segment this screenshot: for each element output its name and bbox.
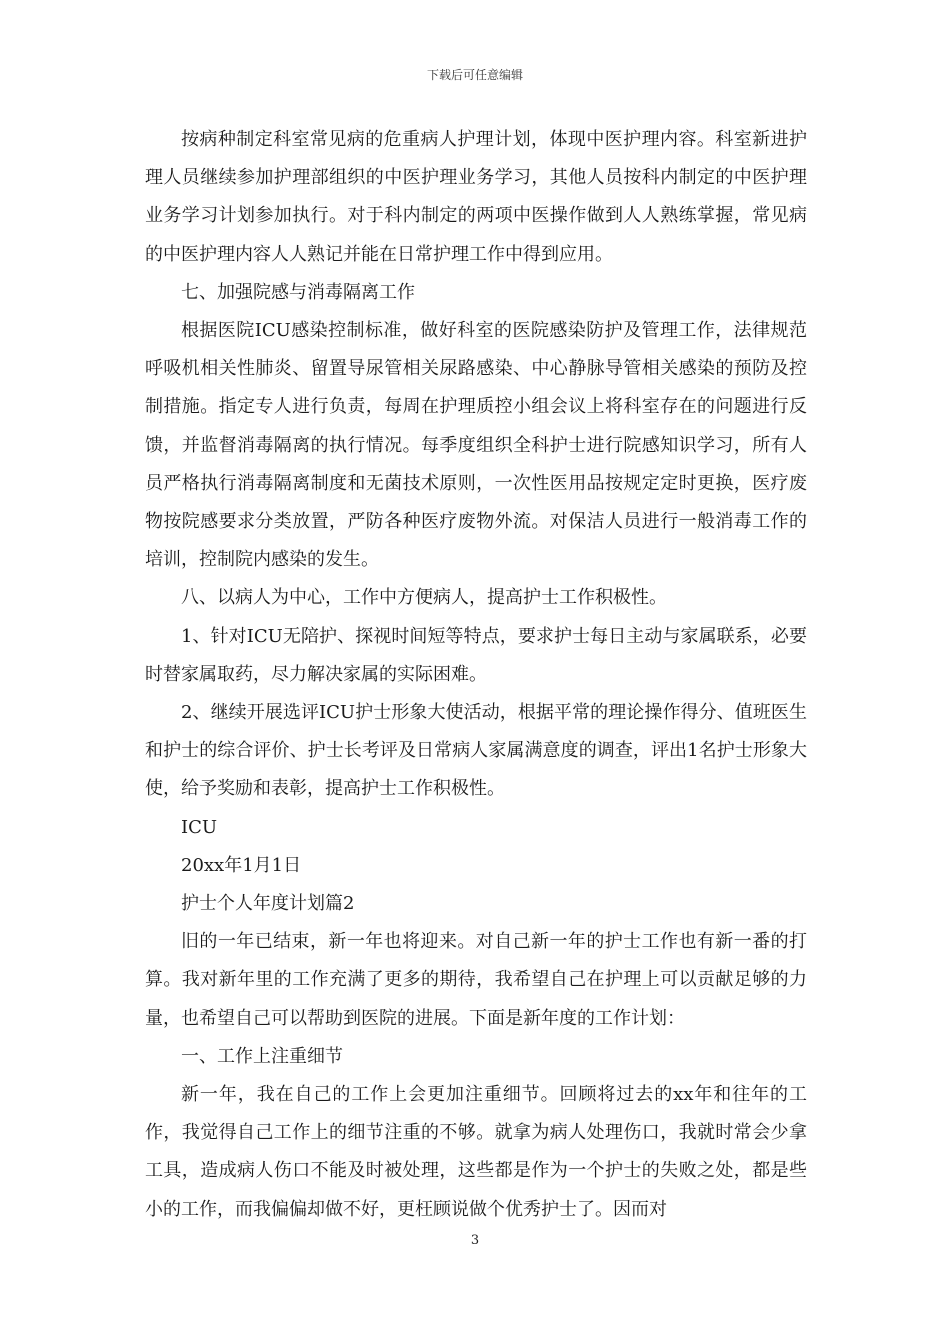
list-item-ambassador-activity: 2、继续开展选评ICU护士形象大使活动，根据平常的理论操作得分、值班医生和护士的综合评价、护士长考评及日常病人家属满意度的调查，评出1名护士形象大使，给予奖励和表彰，提高护士工作积极性。 [145,702,807,800]
paragraph-attention-to-detail: 新一年，我在自己的工作上会更加注重细节。回顾将过去的xx年和往年的工作，我觉得自己工作上的细节注重的不够。就拿为病人处理伤口，我就时常会少拿工具，造成病人伤口不能及时被处理，这些都是作为一个护士的失败之处，都是些小的工作，而我偏偏却做不好，更枉顾说做个优秀护士了。因而对 [145,1084,807,1220]
signature-date: 20xx年1月1日 [181,854,302,876]
paragraph-infection-control: 根据医院ICU感染控制标准，做好科室的医院感染防护及管理工作，法律规范呼吸机相关性肺炎、留置导尿管相关尿路感染、中心静脉导管相关感染的预防及控制措施。指定专人进行负责，每周在护理质控小组会议上将科室存在的问题进行反馈，并监督消毒隔离的执行情况。每季度组织全科护士进行院感知识学习，所有人员严格执行消毒隔离制度和无菌技术原则，一次性医用品按规定定时更换，医疗废物按院感要求分类放置，严防各种医疗废物外流。对保洁人员进行一般消毒工作的培训，控制院内感染的发生。 [145,320,807,571]
page-header-note: 下载后可任意编辑 [426,68,523,82]
document-body [145,121,807,1229]
paragraph-new-year-intro: 旧的一年已结束，新一年也将迎来。对自己新一年的护士工作也有新一番的打算。我对新年里的工作充满了更多的期待，我希望自己在护理上可以贡献足够的力量，也希望自己可以帮助到医院的进展。下面是新年度的工作计划： [145,931,807,1029]
article-title-plan-2: 护士个人年度计划篇2 [181,893,355,915]
section-heading-infection-control: 七、加强院感与消毒隔离工作 [181,281,415,303]
paragraph-icu-tcm-plan: 按病种制定科室常见病的危重病人护理计划，体现中医护理内容。科室新进护理人员继续参加护理部组织的中医护理业务学习，其他人员按科内制定的中医护理业务学习计划参加执行。对于科内制定的两项中医操作做到人人熟练掌握，常见病的中医护理内容人人熟记并能在日常护理工作中得到应用。 [145,129,807,265]
section-heading-patient-centered: 八、以病人为中心，工作中方便病人，提高护士工作积极性。 [181,587,667,609]
section-heading-attention-to-detail: 一、工作上注重细节 [181,1045,343,1067]
page-number: 3 [470,1233,480,1248]
list-item-family-contact: 1、针对ICU无陪护、探视时间短等特点，要求护士每日主动与家属联系，必要时替家属取药，尽力解决家属的实际困难。 [145,625,807,685]
signature-department: ICU [181,816,218,838]
